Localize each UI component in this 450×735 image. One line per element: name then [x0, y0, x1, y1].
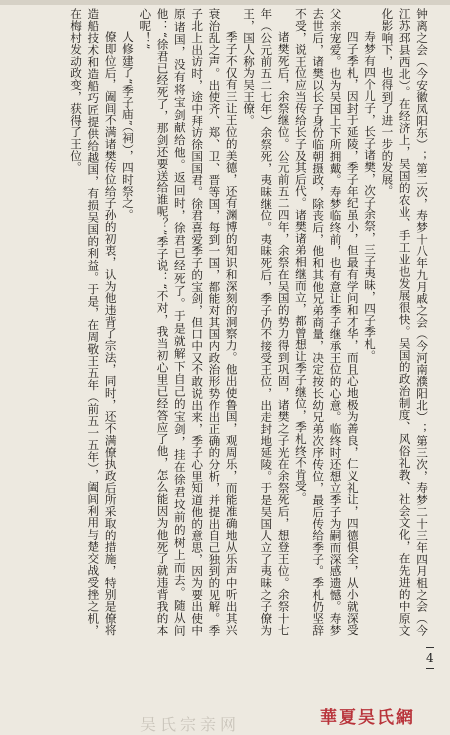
body-text: [10, 8, 430, 636]
paragraph: 人修建了“季子庙”（祠），四时祭之。: [120, 31, 135, 221]
page-top-edge: [0, 0, 450, 5]
paragraph: 诸樊死后，余祭继位。公元前五二四年，余祭在吴国的势力得到巩固，诸樊之子光在余祭死后，想登王位。余祭十七年（公元前五二七年）余祭死，夷昧继位。夷昧死后，季子仍不接受王位，出走封地延陵。于是吴国人立了夷昧之子僚为王，国人称为吴王僚。: [242, 8, 291, 636]
paragraph: 季子不仅有三让王位的美德，还有渊博的知识和深刻的洞察力。他出使鲁国，观周乐，而能准确地从乐声中听出其兴衰治乱之声。出使齐、郑、卫、晋等国，每到一国，都能对其国内政治形势作出正确的分析，并提出自己独到的见解。季子北上出访时，途中拜访徐国国君。徐君喜爱季子的宝剑，但口中又不敢说出来，季子心里知道他的意思，因为要出使中原诸国，没有将宝剑献给他。返回时，徐君已经死了。于是就解下自己的宝剑，挂在徐君坟前的树上而去。随从问他：“徐君已经死了，那剑还要送给谁呢？”季子说：“不对，我当初心里已经答应了他，怎么能因为他死了就违背我的本心呢！”: [138, 8, 239, 636]
page-number: 4: [426, 644, 434, 672]
bottom-stamp: 吴氏宗亲网: [140, 715, 241, 734]
watermark-logo: 華夏吴氏網: [320, 708, 415, 728]
paragraph: 钟离之会（今安徽凤阳东）；第二次，寿梦十八年九月戚之会（今河南濮阳北）；第三次，寿梦二十三年四月柤之会（今江苏邳县西北）。在经济上，吴国的农业、手工业也发展很快。吴国的政治制度、风俗礼教、社会文化，在先进的中原文化影响下，也得到了进一步的发展。: [380, 8, 429, 636]
paragraph: 僚即位后，阖闾不满诸樊传位给子孙的初衷，认为他违背了宗法，同时，还不满僚执政后所采取的措施，特别是僚将造船技术和造船巧匠提供给越国，有损吴国的利益。于是，在周敬王五年（前五一五年），阖闾利用与楚交战受挫之机，在梅村发动政变，获得了王位。: [69, 8, 118, 636]
paragraph: 四子季札，因封于延陵，季子年纪虽小，但最有学问和才华，而且心地极为善良，仁义礼让，四德俱全，从小就深受父亲宠爱。也为吴国上下所拥戴。寿梦临终前，也有意让季子继承王位的心意。临终时还想立季子为嗣而深感遗憾。寿梦去世后，诸樊以长子身份临朝摄政，除丧后，他和其他兄弟商量，决定按长幼兄弟次序传位，最后传给季子。季札仍坚辞不受，说王位应当传给长子及其后代。诸樊诸弟相继而立，都曾想让季子继位，季札终不肯受。: [293, 8, 360, 636]
paragraph: 寿梦有四个儿子，长子诸樊，次子余祭，三子夷昧，四子季札。: [363, 31, 378, 362]
